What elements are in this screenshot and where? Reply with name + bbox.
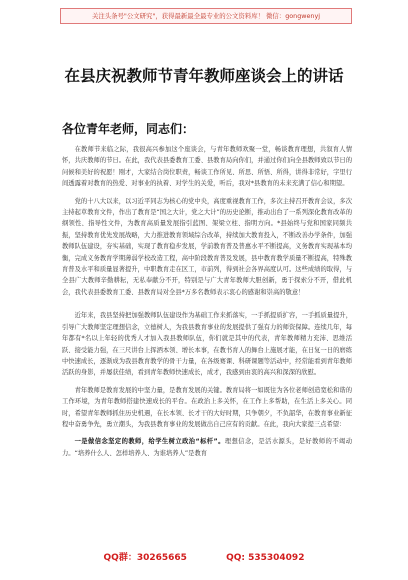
footer-contact	[0, 550, 408, 563]
paragraph-2: 党的十八大以来，以习近平同志为核心的党中央，高度重视教育工作，多次主持召开教育会议，多次主持起草教育文件，作出了教育是“国之大计，党之大计”的历史论断，推动出台了一系列深化教育改革的纲领性、指导性文件，为教育高质量发展指引蓝图、架梁立柱、指明方向。*县始终与党和国家同频共振，坚持教育优先发展战略，大力推进教育领域综合改革，持续加大教育投入，不断改善办学条件，加强教师队伍建设，夯实基础，实现了教育稳步发展，学前教育普及普惠水平不断提高，义务教育实现基本均衡，完成义务教育学期薄弱学校改造工程，高中阶段教育普及发展，县中教育教学质量不断提高，特殊教育普及水平和质量显著提升，中职教育走在区工，市前列，得到社会各界高度认可。这些成绩的取得，与全县广大教师辛勤耕耘，无私奉献分不开，特别是与广大青年教师大胆创新，勇于探索分不开，借此机会，我代表县委教育工委、县教育局对全县*万多名教师表示衷心的感谢和崇高的敬意！	[62, 197, 352, 296]
salutation: 各位青年老师，同志们：	[62, 122, 195, 136]
header-banner: 关注头条号"公文研究"，获得最新最全最专业的公文资料库！ 微信：gongwenyj	[60, 8, 352, 24]
paragraph-5-text: 理想信念，是活水源头，是好教师的不竭动力。“培养什么人、怎样培养人、为谁培养人”是教育	[62, 438, 353, 457]
paragraph-1: 在教师节来临之际，我很高兴参加这个座谈会，与青年教师欢聚一堂，畅谈教育理想，共叙育人情怀，共庆教师的节日。在此，我代表县委教育工委、县教育局向你们，并通过你们向全县教师致以节日的问候和美好的祝愿！刚才，大家结合岗位职责，畅谈工作所见、所思、所悟、所得，讲得非常好，字里行间透露着对教育的热爱、对事业的执着、对学生的关爱，听后，我对*县教育的未来充满了信心和期望。	[62, 146, 352, 188]
footer-qq: QQ: 535304092	[226, 553, 305, 563]
paragraph-3: 近年来，我县坚持把加强教师队伍建设作为基础工作来抓落实，一手抓提质扩容，一手抓质量提升，引导广大教师坚定理想信念，立德树人，为我县教育事业的发展提供了强有力的师资保障。连续几年，每年都有*名以上年轻的优秀人才加入我县教师队伍，你们就是其中的代表，青年教师精力充沛、思维活跃、接受能力强，在三尺讲台上挥洒本领、增长本事，在教书育人的舞台上施展才能，在日复一日的磨练中快速成长，逐渐成为我县教育教学的骨干力量，在各级赛课、科研课题等活动中，经常能看到青年教师活跃的身影，并屡获佳绩，看到青年教师快速成长，成才，我感到由衷的高兴和深深的欣慰。	[62, 312, 352, 377]
paragraph-4: 青年教师是教育发展的中坚力量，是教育发展的关键。教育局将一如既往为各位老师创造宽松和谐的工作环境，为青年教师搭建快速成长的平台。在政治上多关怀，在工作上多帮助，在生活上多关心。同时，希望青年教师抓住历史机遇，在长本领、长才干的大好时期，只争朝夕，不负韶华，在教育事业新征程中奋勇争先，勇立潮头，为我县教育事业的发展做出自己应有的贡献。在此，我向大家提三点希望：	[62, 386, 352, 428]
paragraph-5-lead: 一是做信念坚定的教师，给学生树立政治“标杆”。	[74, 438, 225, 446]
document-body	[62, 144, 352, 465]
document-title: 在县庆祝教师节青年教师座谈会上的讲话	[64, 66, 344, 85]
footer-qq-group: QQ群：30265665	[103, 553, 187, 563]
paragraph-5	[62, 436, 352, 459]
